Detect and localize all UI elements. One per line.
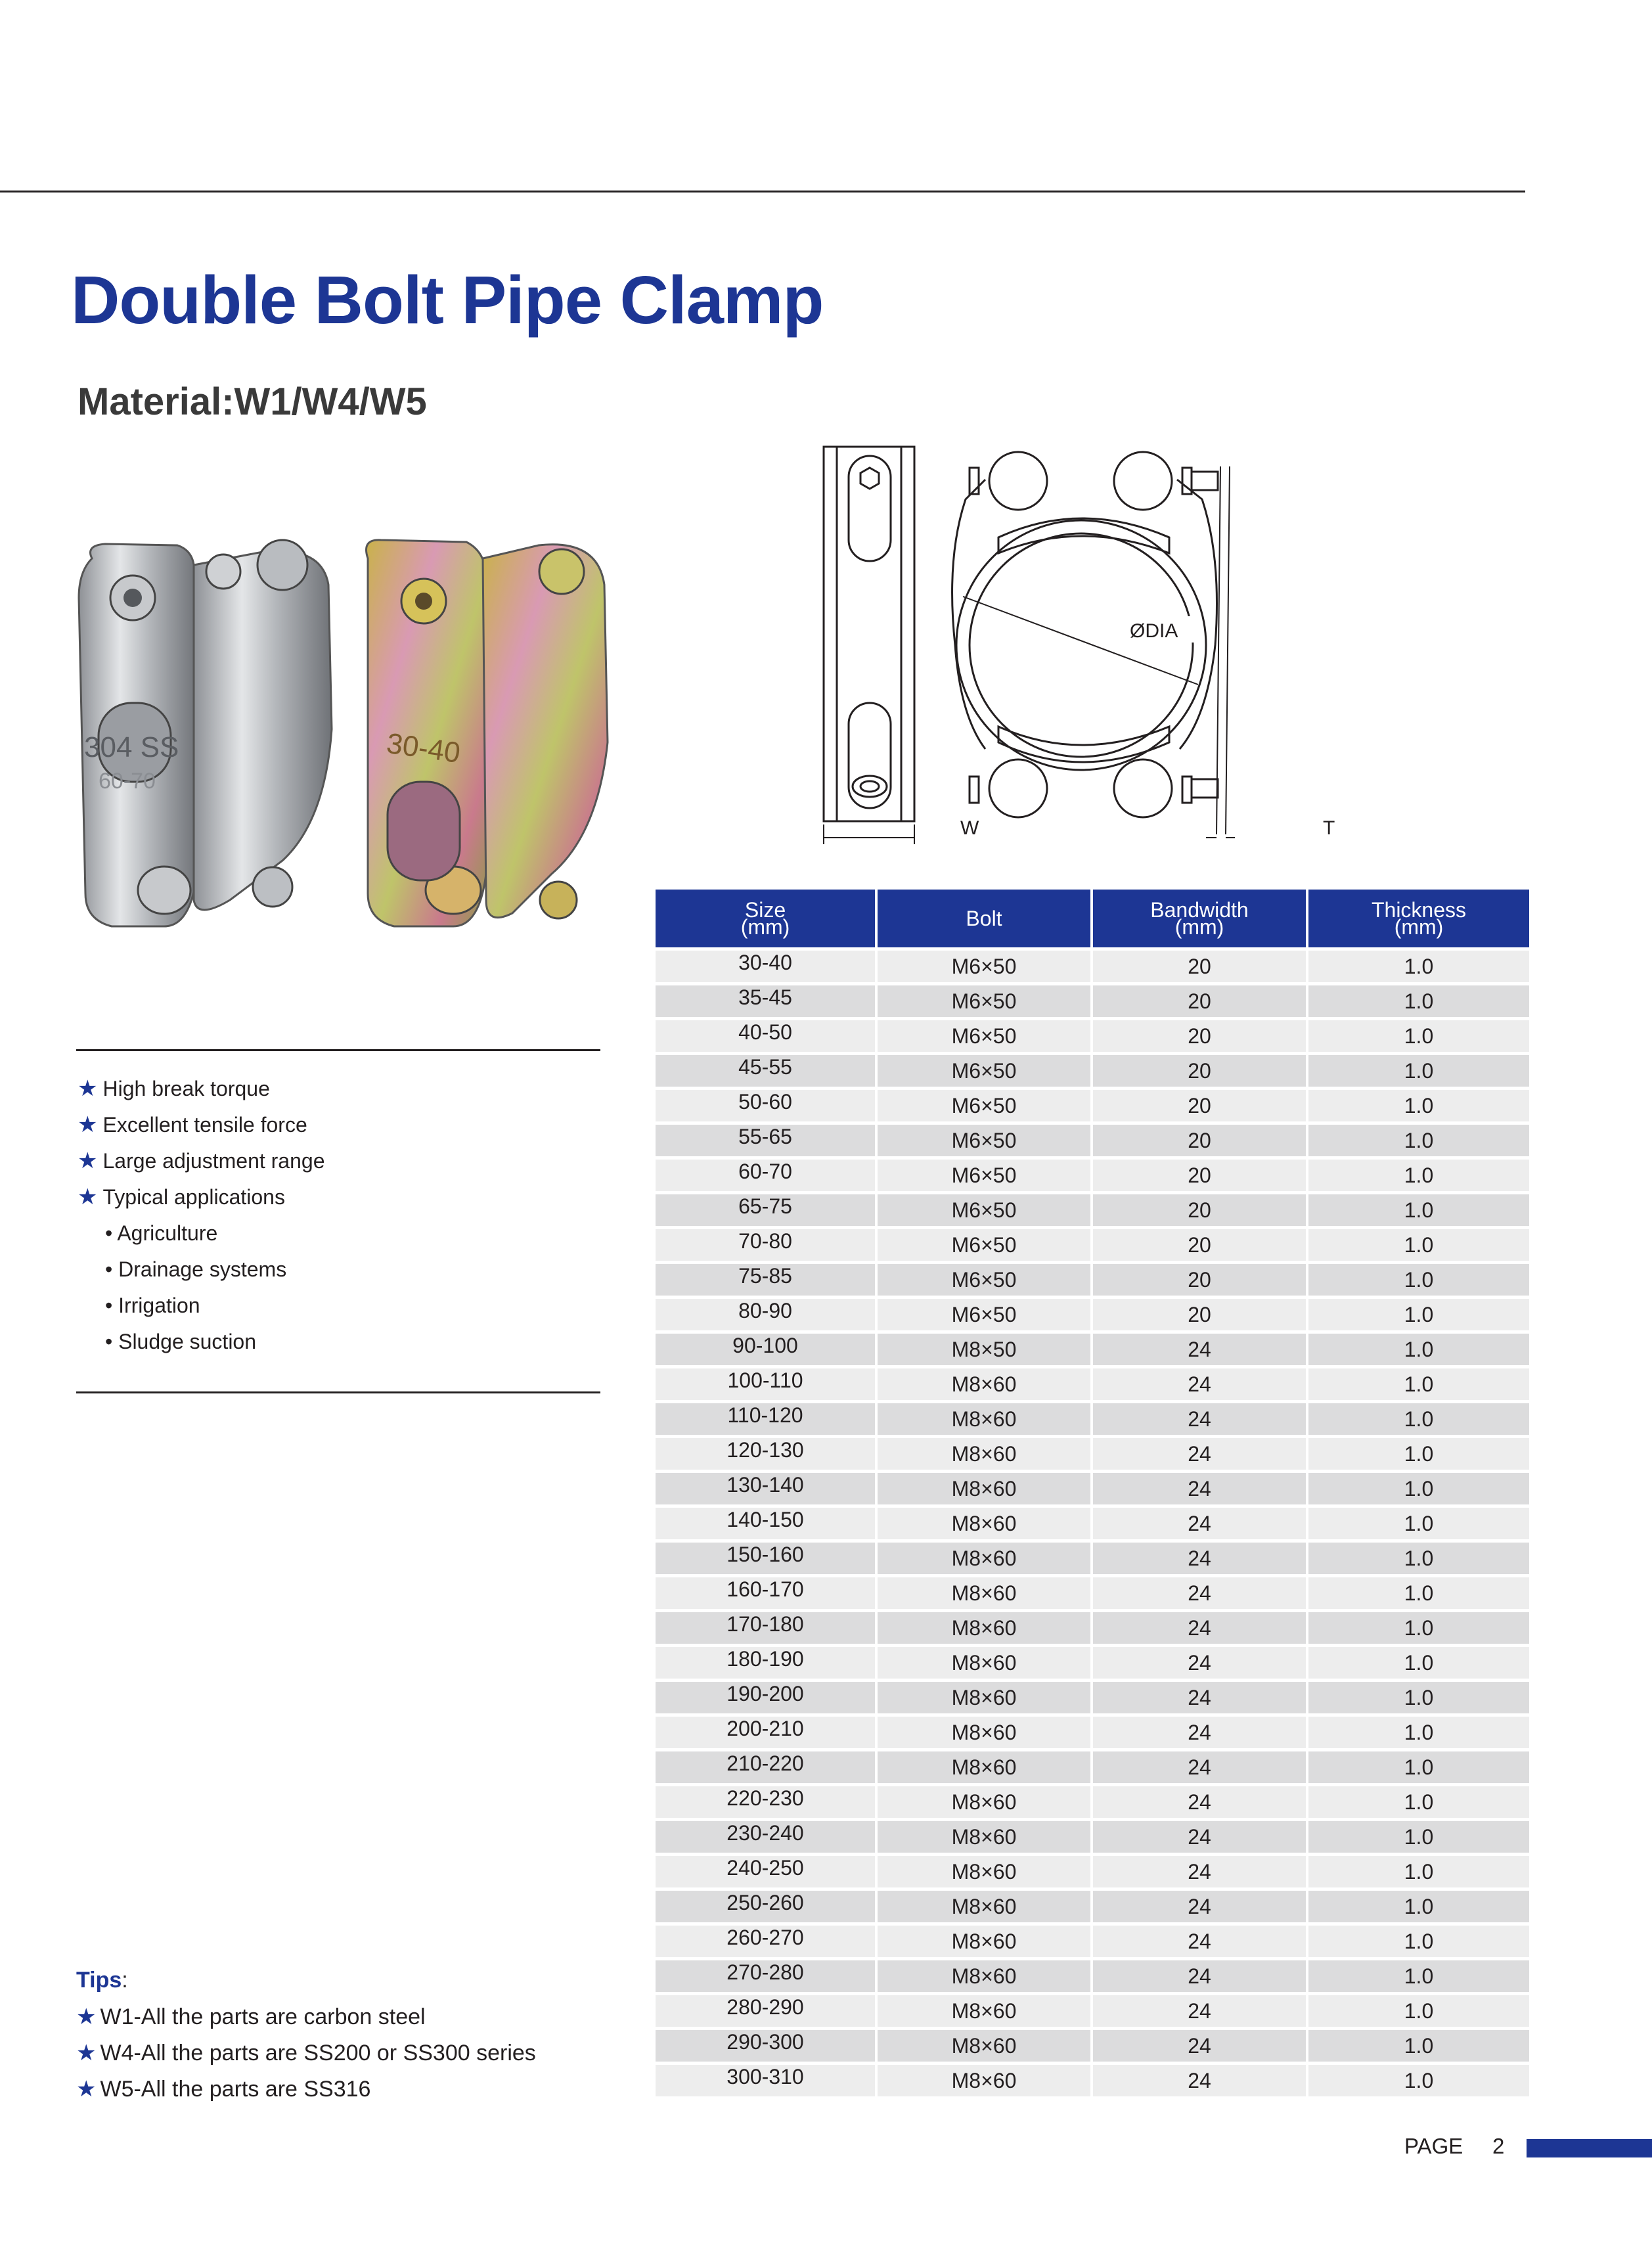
table-row [656, 1995, 1529, 2027]
cell-bandwidth: 20 [1093, 1160, 1306, 1191]
table-row [656, 1438, 1529, 1470]
cell-bandwidth: 24 [1093, 1334, 1306, 1365]
front-view [952, 452, 1235, 838]
technical-drawing [815, 440, 1379, 847]
cell-bandwidth: 24 [1093, 1751, 1306, 1783]
cell-bolt: M6×50 [878, 951, 1090, 982]
cell-size: 40-50 [656, 1020, 875, 1052]
cell-bandwidth: 24 [1093, 1612, 1306, 1644]
cell-bolt: M8×60 [878, 1473, 1090, 1504]
product-photo [66, 532, 617, 953]
cell-bolt: M8×60 [878, 1960, 1090, 1992]
table-row [656, 1926, 1529, 1957]
spec-table [653, 886, 1532, 2100]
cell-bolt: M8×60 [878, 2030, 1090, 2062]
cell-thickness: 1.0 [1308, 1577, 1529, 1609]
application-item: • Drainage systems [105, 1257, 287, 1281]
star-icon: ★ [76, 2004, 97, 2029]
cell-bandwidth: 24 [1093, 1960, 1306, 1992]
cell-thickness: 1.0 [1308, 1229, 1529, 1261]
table-row [656, 1229, 1529, 1261]
cell-bolt: M8×60 [878, 1508, 1090, 1539]
material-subtitle: Material:W1/W4/W5 [78, 380, 427, 423]
cell-bolt: M8×60 [878, 1995, 1090, 2027]
cell-thickness: 1.0 [1308, 1160, 1529, 1191]
cell-bolt: M6×50 [878, 1264, 1090, 1296]
cell-thickness: 1.0 [1308, 1821, 1529, 1853]
cell-bandwidth: 20 [1093, 1125, 1306, 1156]
table-row [656, 1612, 1529, 1644]
cell-thickness: 1.0 [1308, 1403, 1529, 1435]
cell-bolt: M8×60 [878, 1543, 1090, 1574]
features-bottom-divider [76, 1391, 600, 1393]
cell-thickness: 1.0 [1308, 1612, 1529, 1644]
table-row [656, 1020, 1529, 1052]
table-row [656, 1403, 1529, 1435]
cell-bolt: M8×60 [878, 1438, 1090, 1470]
page-accent-bar [1527, 2139, 1652, 2157]
cell-bandwidth: 24 [1093, 1821, 1306, 1853]
cell-bandwidth: 24 [1093, 1717, 1306, 1748]
table-row [656, 1751, 1529, 1783]
table-row [656, 1821, 1529, 1853]
cell-thickness: 1.0 [1308, 1891, 1529, 1922]
cell-bandwidth: 24 [1093, 1577, 1306, 1609]
cell-bolt: M8×60 [878, 2065, 1090, 2096]
column-header-bolt: Bolt [878, 890, 1090, 947]
table-row [656, 1334, 1529, 1365]
column-header-bandwidth: Bandwidth (mm) [1093, 890, 1306, 947]
tip-item: ★ W5-All the parts are SS316 [76, 2077, 371, 2102]
cell-size: 110-120 [656, 1403, 875, 1435]
table-row [656, 951, 1529, 982]
cell-bolt: M6×50 [878, 1229, 1090, 1261]
cell-bolt: M8×60 [878, 1368, 1090, 1400]
cell-bolt: M8×60 [878, 1647, 1090, 1679]
table-row [656, 1717, 1529, 1748]
table-row [656, 1577, 1529, 1609]
zinc-clamp [367, 540, 608, 926]
application-item: • Agriculture [105, 1221, 218, 1245]
cell-size: 100-110 [656, 1368, 875, 1400]
cell-size: 80-90 [656, 1299, 875, 1330]
cell-bolt: M6×50 [878, 1160, 1090, 1191]
cell-bolt: M8×50 [878, 1334, 1090, 1365]
cell-bandwidth: 24 [1093, 1543, 1306, 1574]
table-row [656, 1682, 1529, 1713]
table-row [656, 1647, 1529, 1679]
cell-bandwidth: 20 [1093, 1194, 1306, 1226]
cell-size: 300-310 [656, 2065, 875, 2096]
cell-bolt: M8×60 [878, 1717, 1090, 1748]
cell-bolt: M6×50 [878, 1020, 1090, 1052]
table-row [656, 1891, 1529, 1922]
cell-thickness: 1.0 [1308, 1438, 1529, 1470]
table-row [656, 2065, 1529, 2096]
table-row [656, 1856, 1529, 1887]
cell-thickness: 1.0 [1308, 1926, 1529, 1957]
cell-size: 70-80 [656, 1229, 875, 1261]
cell-size: 30-40 [656, 951, 875, 982]
cell-bandwidth: 24 [1093, 1682, 1306, 1713]
cell-thickness: 1.0 [1308, 1995, 1529, 2027]
feature-item: ★ Excellent tensile force [78, 1112, 307, 1137]
table-row [656, 1090, 1529, 1121]
cell-thickness: 1.0 [1308, 1751, 1529, 1783]
star-icon: ★ [76, 2077, 97, 2102]
cell-bolt: M8×60 [878, 1682, 1090, 1713]
cell-bolt: M8×60 [878, 1751, 1090, 1783]
cell-thickness: 1.0 [1308, 1334, 1529, 1365]
cell-bolt: M8×60 [878, 1856, 1090, 1887]
tip-item: ★ W1-All the parts are carbon steel [76, 2004, 426, 2029]
cell-thickness: 1.0 [1308, 1682, 1529, 1713]
table-row [656, 1299, 1529, 1330]
thickness-label: T [1323, 817, 1335, 839]
top-divider [0, 191, 1525, 192]
cell-size: 200-210 [656, 1717, 875, 1748]
cell-size: 260-270 [656, 1926, 875, 1957]
cell-bandwidth: 24 [1093, 1438, 1306, 1470]
cell-thickness: 1.0 [1308, 1194, 1529, 1226]
cell-size: 75-85 [656, 1264, 875, 1296]
star-icon: ★ [78, 1185, 98, 1209]
feature-list [78, 1071, 324, 1360]
table-row [656, 985, 1529, 1017]
cell-bandwidth: 20 [1093, 1264, 1306, 1296]
table-row [656, 1543, 1529, 1574]
table-row [656, 2030, 1529, 2062]
table-row [656, 1508, 1529, 1539]
feature-item: ★ Large adjustment range [78, 1148, 325, 1173]
table-header-row [656, 890, 1529, 947]
cell-size: 220-230 [656, 1786, 875, 1818]
cell-thickness: 1.0 [1308, 1020, 1529, 1052]
star-icon: ★ [78, 1112, 98, 1137]
cell-size: 90-100 [656, 1334, 875, 1365]
feature-item: ★ Typical applications [78, 1185, 285, 1209]
cell-size: 130-140 [656, 1473, 875, 1504]
cell-thickness: 1.0 [1308, 985, 1529, 1017]
column-header-size: Size (mm) [656, 890, 875, 947]
cell-size: 230-240 [656, 1821, 875, 1853]
cell-thickness: 1.0 [1308, 1055, 1529, 1087]
table-row [656, 1160, 1529, 1191]
cell-size: 120-130 [656, 1438, 875, 1470]
cell-thickness: 1.0 [1308, 2030, 1529, 2062]
cell-size: 290-300 [656, 2030, 875, 2062]
cell-bolt: M6×50 [878, 1299, 1090, 1330]
cell-thickness: 1.0 [1308, 2065, 1529, 2096]
table-row [656, 1960, 1529, 1992]
cell-bandwidth: 20 [1093, 1229, 1306, 1261]
cell-thickness: 1.0 [1308, 951, 1529, 982]
cell-size: 250-260 [656, 1891, 875, 1922]
cell-bandwidth: 24 [1093, 1995, 1306, 2027]
cell-size: 170-180 [656, 1612, 875, 1644]
table-row [656, 1473, 1529, 1504]
cell-thickness: 1.0 [1308, 1473, 1529, 1504]
application-item: • Irrigation [105, 1294, 200, 1317]
cell-size: 210-220 [656, 1751, 875, 1783]
cell-bolt: M8×60 [878, 1821, 1090, 1853]
cell-bandwidth: 20 [1093, 1090, 1306, 1121]
cell-size: 270-280 [656, 1960, 875, 1992]
cell-bolt: M8×60 [878, 1786, 1090, 1818]
cell-thickness: 1.0 [1308, 1786, 1529, 1818]
cell-bandwidth: 24 [1093, 1508, 1306, 1539]
cell-thickness: 1.0 [1308, 1299, 1529, 1330]
cell-thickness: 1.0 [1308, 1125, 1529, 1156]
cell-bolt: M6×50 [878, 1055, 1090, 1087]
steel-size-marking: 60-70 [99, 769, 156, 794]
cell-size: 280-290 [656, 1995, 875, 2027]
cell-bolt: M6×50 [878, 985, 1090, 1017]
cell-size: 150-160 [656, 1543, 875, 1574]
page-title: Double Bolt Pipe Clamp [71, 262, 824, 338]
tips-section [76, 1961, 536, 2108]
table-row [656, 1264, 1529, 1296]
star-icon: ★ [76, 2041, 97, 2066]
steel-marking: 304 SS [84, 731, 179, 763]
zinc-marking: 30-40 [384, 727, 462, 770]
application-item: • Sludge suction [105, 1330, 257, 1353]
cell-bandwidth: 24 [1093, 1786, 1306, 1818]
cell-size: 140-150 [656, 1508, 875, 1539]
steel-clamp [79, 540, 332, 926]
width-label: W [960, 817, 979, 839]
cell-size: 60-70 [656, 1160, 875, 1191]
cell-bolt: M6×50 [878, 1194, 1090, 1226]
cell-thickness: 1.0 [1308, 1090, 1529, 1121]
cell-size: 190-200 [656, 1682, 875, 1713]
column-header-thickness: Thickness (mm) [1308, 890, 1529, 947]
page-label: PAGE [1404, 2134, 1463, 2158]
cell-size: 160-170 [656, 1577, 875, 1609]
cell-bandwidth: 24 [1093, 1368, 1306, 1400]
cell-thickness: 1.0 [1308, 1508, 1529, 1539]
star-icon: ★ [78, 1076, 98, 1101]
star-icon: ★ [78, 1148, 98, 1173]
cell-size: 50-60 [656, 1090, 875, 1121]
cell-bandwidth: 24 [1093, 1403, 1306, 1435]
cell-thickness: 1.0 [1308, 1856, 1529, 1887]
cell-bolt: M8×60 [878, 1891, 1090, 1922]
features-top-divider [76, 1049, 600, 1051]
table-row [656, 1194, 1529, 1226]
cell-bandwidth: 24 [1093, 1473, 1306, 1504]
cell-bandwidth: 20 [1093, 951, 1306, 982]
diameter-label: ØDIA [1130, 620, 1178, 642]
page-number: 2 [1492, 2134, 1505, 2158]
tips-heading: Tips: [76, 1968, 128, 1993]
cell-bandwidth: 24 [1093, 1856, 1306, 1887]
cell-bolt: M8×60 [878, 1403, 1090, 1435]
cell-size: 65-75 [656, 1194, 875, 1226]
cell-thickness: 1.0 [1308, 1647, 1529, 1679]
cell-thickness: 1.0 [1308, 1543, 1529, 1574]
cell-bolt: M6×50 [878, 1090, 1090, 1121]
cell-size: 180-190 [656, 1647, 875, 1679]
cell-bandwidth: 24 [1093, 1926, 1306, 1957]
cell-size: 35-45 [656, 985, 875, 1017]
cell-bandwidth: 24 [1093, 1891, 1306, 1922]
cell-bandwidth: 24 [1093, 2030, 1306, 2062]
cell-size: 240-250 [656, 1856, 875, 1887]
cell-size: 55-65 [656, 1125, 875, 1156]
cell-bandwidth: 20 [1093, 985, 1306, 1017]
table-row [656, 1368, 1529, 1400]
table-row [656, 1055, 1529, 1087]
cell-bolt: M6×50 [878, 1125, 1090, 1156]
cell-thickness: 1.0 [1308, 1368, 1529, 1400]
cell-thickness: 1.0 [1308, 1264, 1529, 1296]
cell-thickness: 1.0 [1308, 1960, 1529, 1992]
cell-size: 45-55 [656, 1055, 875, 1087]
cell-bolt: M8×60 [878, 1926, 1090, 1957]
cell-bolt: M8×60 [878, 1612, 1090, 1644]
cell-bandwidth: 24 [1093, 2065, 1306, 2096]
cell-bolt: M8×60 [878, 1577, 1090, 1609]
feature-item: ★ High break torque [78, 1076, 270, 1101]
cell-bandwidth: 20 [1093, 1055, 1306, 1087]
cell-bandwidth: 20 [1093, 1020, 1306, 1052]
cell-thickness: 1.0 [1308, 1717, 1529, 1748]
table-row [656, 1786, 1529, 1818]
table-row [656, 1125, 1529, 1156]
cell-bandwidth: 20 [1093, 1299, 1306, 1330]
cell-bandwidth: 24 [1093, 1647, 1306, 1679]
tip-item: ★ W4-All the parts are SS200 or SS300 series [76, 2041, 536, 2066]
